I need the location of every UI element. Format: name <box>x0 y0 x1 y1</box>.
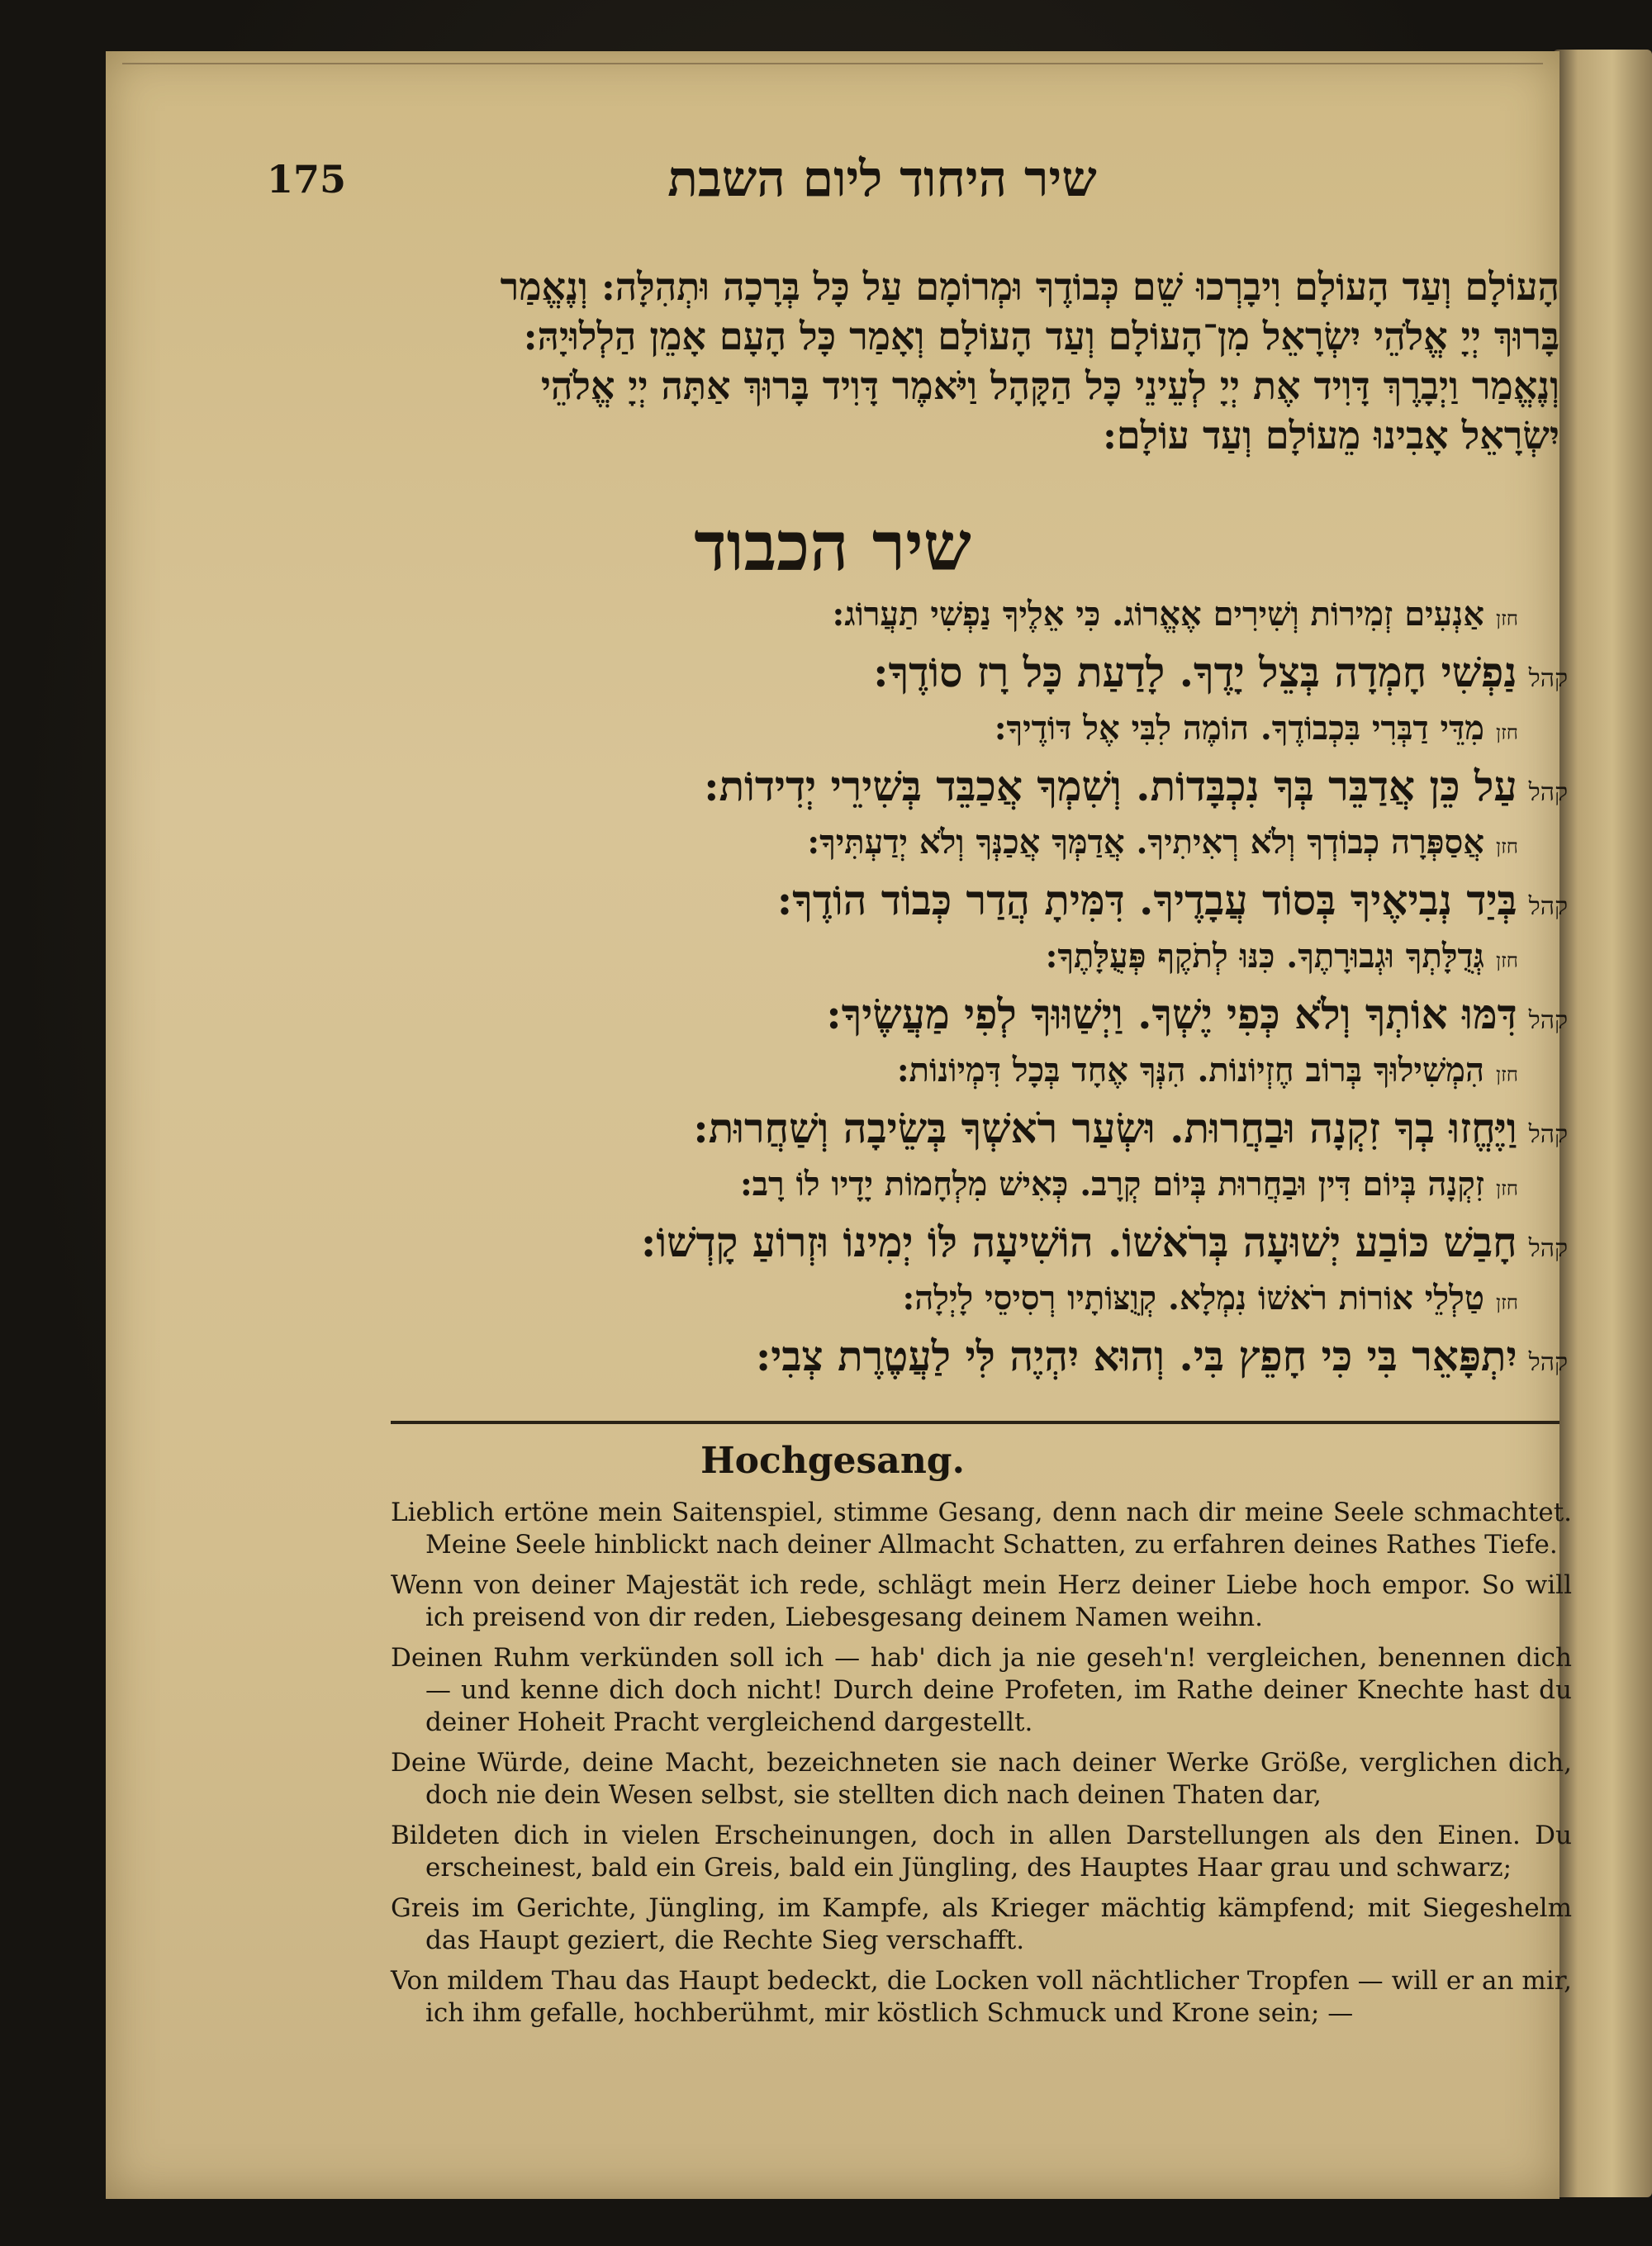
verse-role-label: קהל <box>1528 778 1568 807</box>
verse-text: הִמְשִׁילוּךָ בְּרוֹב חֶזְיוֹנוֹת. הִנְּךָ אֶחָד בְּכָל דִּמְיוֹנוֹת: <box>896 1051 1484 1090</box>
verse-text: מִדֵּי דַבְּרִי בִּכְבוֹדֶךָ. הוֹמֶה לִבִּי אֶל דּוֹדֶיךָ: <box>994 709 1484 748</box>
page <box>106 51 1572 2199</box>
verse-role-label: חזן <box>1495 1177 1518 1200</box>
verse-line <box>254 872 1568 930</box>
german-paragraph: Bildeten dich in vielen Erscheinungen, doch in allen Darstellungen als den Einen. Du erscheinest, bald ein Greis, bald ein Jüngling, des Hauptes Haar grau und schwarz; <box>391 1821 1572 1883</box>
verse-line <box>254 1158 1568 1214</box>
german-paragraph: Deine Würde, deine Macht, bezeichneten sie nach deiner Werke Größe, verglichen dich, doch nie dein Wesen selbst, sie stellten dich nach deinen Thaten dar, <box>391 1748 1572 1810</box>
verse-text: נַפְשִׁי חָמְדָה בְּצֵל יָדֶךָ. לָדַעַת כָּל רָז סוֹדֶךָ: <box>873 648 1517 696</box>
prayer-line: וְנֶאֱמַר וַיְבָרֶךְ דָּוִיד אֶת יְיָ לְעֵינֵי כָּל הַקָּהָל וַיֹּאמֶר דָּוִיד בָּרוּךְ אַתָּה יְיָ אֱלֹהֵי <box>540 363 1559 408</box>
verse-text: יִתְפָּאֵר בִּי כִּי חָפֵץ בִּי. וְהוּא יִהְיֶה לִּי לַעֲטֶרֶת צְבִי: <box>755 1332 1517 1380</box>
verse-role-label: קהל <box>1528 664 1568 693</box>
running-title: שיר היחוד ליום השבת <box>667 150 1097 208</box>
verse-role-label: חזן <box>1495 835 1518 858</box>
verse-line <box>254 816 1568 872</box>
top-rule <box>122 63 1543 64</box>
prayer-line: הָעוֹלָם וְעַד הָעוֹלָם וִיבָרְכוּ שֵׁם כְּבוֹדֶךָ וּמְרוֹמָם עַל כָּל בְּרָכָה וּתְהִלָּה: וְנֶאֱמַר <box>500 264 1559 309</box>
verse-role-label: חזן <box>1495 949 1518 972</box>
verse-text: דִּמּוּ אוֹתְךָ וְלֹא כְּפִי יֶשְׁךָ. וַיְשַׁוּוּךָ לְפִי מַעֲשֶׂיךָ: <box>826 990 1517 1038</box>
verse-role-label: קהל <box>1528 1348 1568 1377</box>
german-title: Hochgesang. <box>700 1440 965 1482</box>
verse-line <box>254 1044 1568 1100</box>
verse-text: זִקְנָה בְּיוֹם דִּין וּבַחֲרוּת בְּיוֹם קְרָב. כְּאִישׁ מִלְחָמוֹת יָדָיו לוֹ רָב: <box>740 1165 1484 1204</box>
verse-text: עַל כֵּן אֲדַבֵּר בְּךָ נִכְבָּדוֹת. וְשִׁמְךָ אֲכַבֵּד בְּשִׁירֵי יְדִידוֹת: <box>704 762 1517 810</box>
verse-text: טַלְלֵי אוֹרוֹת רֹאשׁוֹ נִמְלָא. קְוֻצּוֹתָיו רְסִיסֵי לָיְלָה: <box>902 1279 1484 1318</box>
german-paragraph: Wenn von deiner Majestät ich rede, schlägt mein Herz deiner Liebe hoch empor. So will ich preisend von dir reden, Liebesgesang deinem Namen weihn. <box>391 1570 1572 1632</box>
verse-role-label: חזן <box>1495 607 1518 630</box>
verse-role-label: קהל <box>1528 1120 1568 1149</box>
page-number: 175 <box>267 157 347 202</box>
prayer-paragraph <box>263 262 1559 460</box>
verse-text: אֲסַפְּרָה כְבוֹדְךָ וְלֹא רְאִיתִיךָ. אֲדַמְּךָ אֲכַנְּךָ וְלֹא יְדַעְתִּיךָ: <box>807 823 1484 862</box>
verse-line <box>254 1328 1568 1386</box>
verse-role-label: חזן <box>1495 1291 1518 1314</box>
german-paragraph: Lieblich ertöne mein Saitenspiel, stimme Gesang, denn nach dir meine Seele schmachtet. Meine Seele hinblickt nach deiner Allmacht Schatten, zu erfahren deines Rathes Tiefe. <box>391 1498 1572 1560</box>
verse-role-label: חזן <box>1495 1063 1518 1086</box>
german-paragraph: Von mildem Thau das Haupt bedeckt, die Locken voll nächtlicher Tropfen — will er an mir, ich ihm gefalle, hochberühmt, mir köstlich Schmuck und Krone sein; — <box>391 1966 1572 2028</box>
verse-line <box>254 758 1568 816</box>
song-title: שיר הכבוד <box>694 507 971 586</box>
prayer-line: יִשְׂרָאֵל אָבִינוּ מֵעוֹלָם וְעַד עוֹלָם: <box>1102 413 1559 458</box>
verses-list <box>254 588 1568 1386</box>
verse-role-label: קהל <box>1528 1234 1568 1263</box>
verse-text: וַיֶּחֱזוּ בְךָ זִקְנָה וּבַחֲרוּת. וּשְׂעַר רֹאשְׁךָ בְּשֵׂיבָה וְשַׁחֲרוּת: <box>693 1104 1517 1152</box>
verse-line <box>254 1214 1568 1272</box>
verse-role-label: חזן <box>1495 721 1518 744</box>
verse-role-label: קהל <box>1528 1006 1568 1035</box>
verse-line <box>254 588 1568 644</box>
section-divider <box>391 1421 1559 1424</box>
verse-text: אַנְעִים זְמִירוֹת וְשִׁירִים אֶאֱרוֹג. כִּי אֵלֶיךָ נַפְשִׁי תַעֲרוֹג: <box>832 595 1484 634</box>
verse-line <box>254 930 1568 986</box>
german-translation <box>391 1497 1572 2038</box>
verse-role-label: קהל <box>1528 892 1568 921</box>
verse-line <box>254 986 1568 1044</box>
verse-text: חָבַשׁ כּוֹבַע יְשׁוּעָה בְּרֹאשׁוֹ. הוֹשִׁיעָה לּוֹ יְמִינוֹ וּזְרוֹעַ קָדְשׁוֹ: <box>640 1218 1517 1266</box>
verse-line <box>254 644 1568 702</box>
german-paragraph: Greis im Gerichte, Jüngling, im Kampfe, als Krieger mächtig kämpfend; mit Siegeshelm das Haupt geziert, die Rechte Sieg verschafft. <box>391 1893 1572 1955</box>
verse-text: בְּיַד נְבִיאֶיךָ בְּסוֹד עֲבָדֶיךָ. דִּמִּיתָ הֲדַר כְּבוֹד הוֹדֶךָ: <box>776 876 1517 924</box>
prayer-line: בָּרוּךְ יְיָ אֱלֹהֵי יִשְׂרָאֵל מִן־הָעוֹלָם וְעַד הָעוֹלָם וְאָמַר כָּל הָעָם אָמֵן הַלְלוּיָהּ: <box>523 314 1559 359</box>
running-header <box>106 142 1559 216</box>
german-paragraph: Deinen Ruhm verkünden soll ich — hab' dich ja nie geseh'n! vergleichen, benennen dich — und kenne dich doch nicht! Durch deine Profeten, im Rathe deiner Knechte hast du deiner Hoheit Pracht vergleichend dargestellt. <box>391 1643 1572 1737</box>
verse-text: גְּדֻלָּתְךָ וּגְבוּרָתֶךָ. כִּנּוּ לְתֹקֶף פְּעֻלָּתֶךָ: <box>1045 937 1484 976</box>
verse-line <box>254 1272 1568 1328</box>
verse-line <box>254 1100 1568 1158</box>
verse-line <box>254 702 1568 758</box>
